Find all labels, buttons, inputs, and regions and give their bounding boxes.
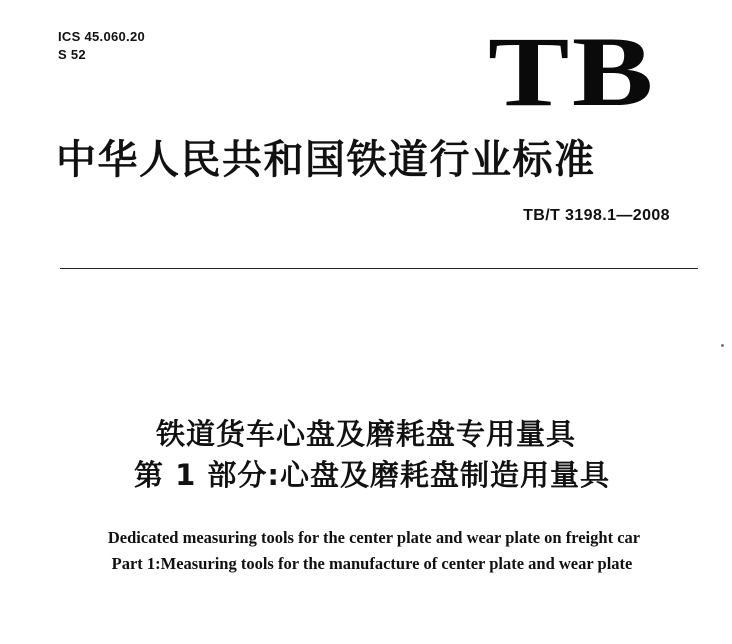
scan-speck <box>721 344 724 347</box>
standard-number: TB/T 3198.1—2008 <box>523 207 670 224</box>
tb-logo: TB <box>488 16 656 127</box>
english-title-line-1: Dedicated measuring tools for the center plate and wear plate on freight car <box>107 528 641 547</box>
chinese-title-line-2: 第 1 部分:心盘及磨耗盘制造用量具 <box>134 458 610 492</box>
chinese-title-line-1: 铁道货车心盘及磨耗盘专用量具 <box>155 417 576 451</box>
ics-code: ICS 45.060.20 <box>58 29 146 44</box>
english-title-line-2: Part 1:Measuring tools for the manufacture of center plate and wear plate <box>111 554 633 573</box>
ccs-code: S 52 <box>58 47 86 62</box>
issuer-title: 中华人民共和国铁道行业标准 <box>56 137 596 183</box>
header-divider <box>60 268 698 269</box>
classification-codes <box>58 28 145 64</box>
